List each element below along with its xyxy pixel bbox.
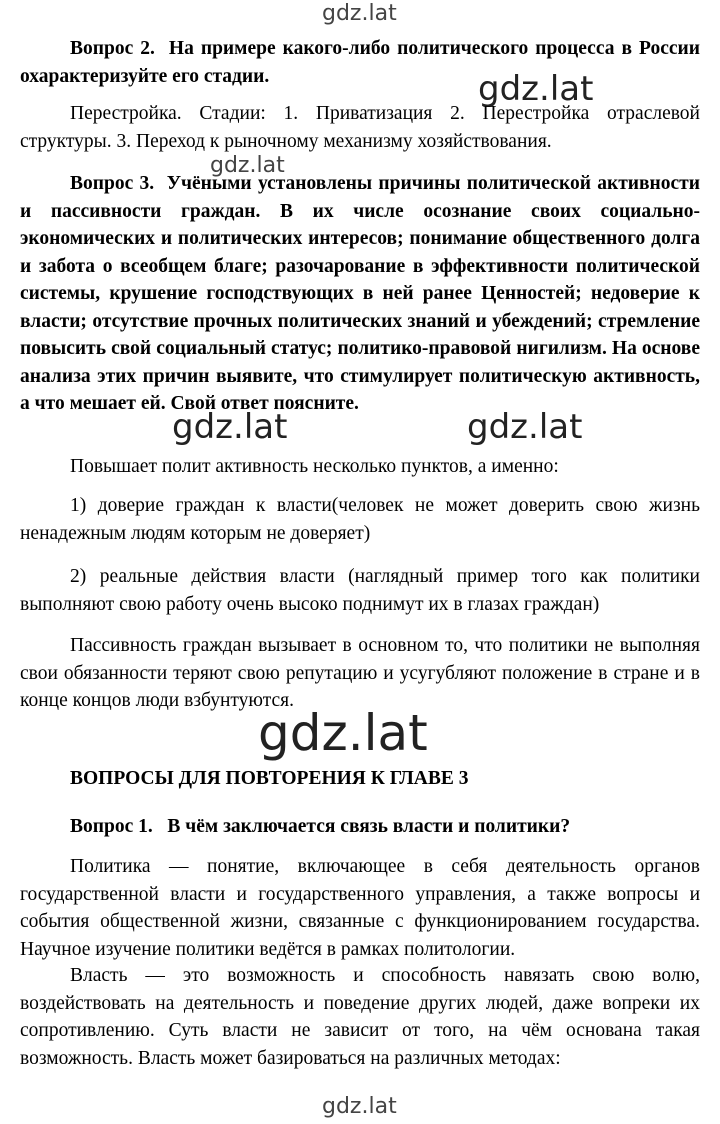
watermark-center: gdz.lat <box>258 704 428 762</box>
answer-3-point-1: 1) доверие граждан к власти(человек не может доверить свою жизнь ненадежным людям которым не доверяет) <box>20 495 700 544</box>
watermark-q3: gdz.lat <box>210 153 285 178</box>
chapter-question-1-text: В чём заключается связь власти и политики? <box>167 816 571 837</box>
question-3-label: Вопрос 3. <box>70 173 155 194</box>
question-3-text: Учёными установлены причины политической активности и пассивности граждан. В их числе осознание своих социально-экономических и политических интересов; понимание общественного долга и забота о всеобщем благе; разочарование в эффективности политической системы, крушение господствующих в ней ранее Ценностей; недоверие к власти; отсутствие прочных политических знаний и убеждений; стремление повысить свой социальный статус; политико-правовой нигилизм. На основе анализа этих причин выявите, что стимулирует политическую активность, а что мешает ей. Свой ответ поясните. <box>20 173 700 414</box>
question-3 <box>20 170 700 418</box>
watermark-bottom: gdz.lat <box>322 1094 397 1119</box>
answer-3-intro: Повышает полит активность несколько пунктов, а именно: <box>70 456 559 477</box>
answer-2: Перестройка. Стадии: 1. Приватизация 2. Перестройка отраслевой структуры. 3. Переход к рыночному механизму хозяйствования. <box>20 103 700 152</box>
watermark-q2: gdz.lat <box>478 69 594 109</box>
answer-3-passivity: Пассивность граждан вызывает в основном то, что политики не выполняя свои обязанности теряют свою репутацию и усугубляют положение в стране и в конце концов люди взбунтуются. <box>20 635 700 711</box>
watermark-left: gdz.lat <box>172 407 288 447</box>
chapter-answer-1-power: Власть — это возможность и способность навязать свою волю, воздействовать на деятельность и поведение других людей, даже вопреки их сопротивлению. Суть власти не зависит от того, на чём основана такая возможность. Власть может базироваться на различных методах: <box>20 965 700 1069</box>
question-2-text: На примере какого-либо политического процесса в России охарактеризуйте его стадии. <box>20 38 700 87</box>
question-2 <box>20 35 700 90</box>
chapter-question-1 <box>20 813 700 841</box>
watermark-right: gdz.lat <box>467 407 583 447</box>
watermark-top: gdz.lat <box>322 1 397 26</box>
question-2-label: Вопрос 2. <box>70 38 155 59</box>
chapter-question-1-label: Вопрос 1. <box>70 816 153 837</box>
answer-3-point-2: 2) реальные действия власти (наглядный пример того как политики выполняют свою работу очень высоко поднимут их в глазах граждан) <box>20 566 700 615</box>
chapter-heading: ВОПРОСЫ ДЛЯ ПОВТОРЕНИЯ К ГЛАВЕ 3 <box>70 768 469 789</box>
chapter-answer-1-politics: Политика — понятие, включающее в себя деятельность органов государственной власти и государственного управления, а также вопросы и события общественной жизни, связанные с функционированием государства. Научное изучение политики ведётся в рамках политологии. <box>20 856 700 960</box>
